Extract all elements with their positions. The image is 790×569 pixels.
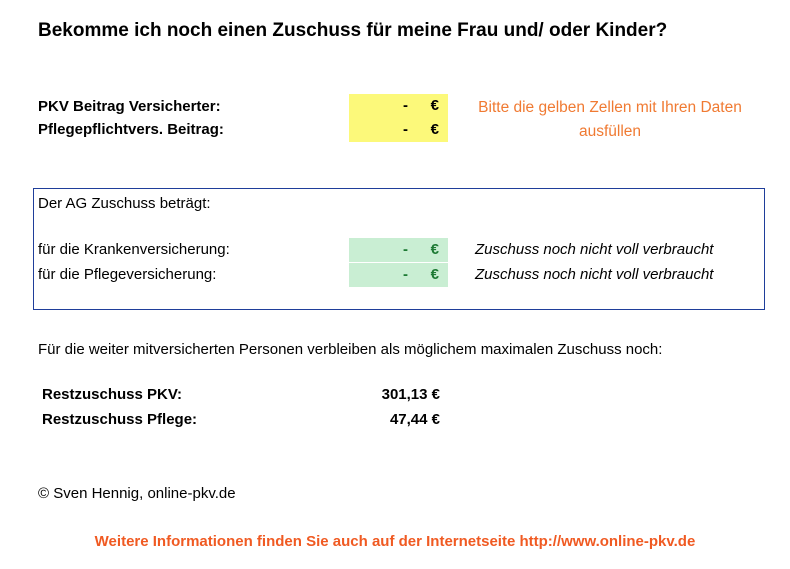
copyright-text: © Sven Hennig, online-pkv.de bbox=[38, 485, 236, 502]
restzuschuss-pflege-label: Restzuschuss Pflege: bbox=[42, 411, 198, 428]
restzuschuss-pflege-value: 47,44 € bbox=[389, 411, 440, 428]
euro-symbol: € bbox=[430, 266, 439, 283]
euro-symbol: € bbox=[430, 241, 439, 258]
restzuschuss-pkv-label: Restzuschuss PKV: bbox=[42, 386, 183, 403]
pflege-beitrag-input-cell[interactable] bbox=[349, 118, 448, 142]
ag-zuschuss-heading: Der AG Zuschuss beträgt: bbox=[38, 195, 211, 212]
kranken-result-cell bbox=[349, 238, 448, 262]
input-hint: Bitte die gelben Zellen mit Ihren Daten ausfüllen bbox=[478, 99, 742, 140]
kranken-note: Zuschuss noch nicht voll verbraucht bbox=[475, 241, 714, 258]
pflege-note: Zuschuss noch nicht voll verbraucht bbox=[475, 266, 714, 283]
restzuschuss-pkv-value: 301,13 € bbox=[381, 386, 440, 403]
pflege-beitrag-label: Pflegepflichtvers. Beitrag: bbox=[38, 121, 224, 138]
website-info-link[interactable]: Weitere Informationen finden Sie auch auf der Internetseite http://www.online-pkv.de bbox=[94, 533, 696, 550]
euro-symbol: € bbox=[430, 121, 439, 138]
kranken-label: für die Krankenversicherung: bbox=[38, 241, 230, 258]
pflege-result-cell bbox=[349, 263, 448, 287]
pkv-beitrag-value: - bbox=[403, 97, 408, 114]
euro-symbol: € bbox=[430, 97, 439, 114]
pkv-beitrag-input-cell[interactable] bbox=[349, 94, 448, 118]
page-title: Bekomme ich noch einen Zuschuss für meine Frau und/ oder Kinder? bbox=[38, 20, 668, 41]
pkv-beitrag-label: PKV Beitrag Versicherter: bbox=[38, 98, 221, 115]
kranken-value: - bbox=[403, 241, 408, 258]
pflege-value: - bbox=[403, 266, 408, 283]
remaining-intro: Für die weiter mitversicherten Personen verbleiben als möglichem maximalen Zuschuss noch: bbox=[38, 341, 663, 358]
pflege-label: für die Pflegeversicherung: bbox=[38, 266, 217, 283]
pflege-beitrag-value: - bbox=[403, 121, 408, 138]
